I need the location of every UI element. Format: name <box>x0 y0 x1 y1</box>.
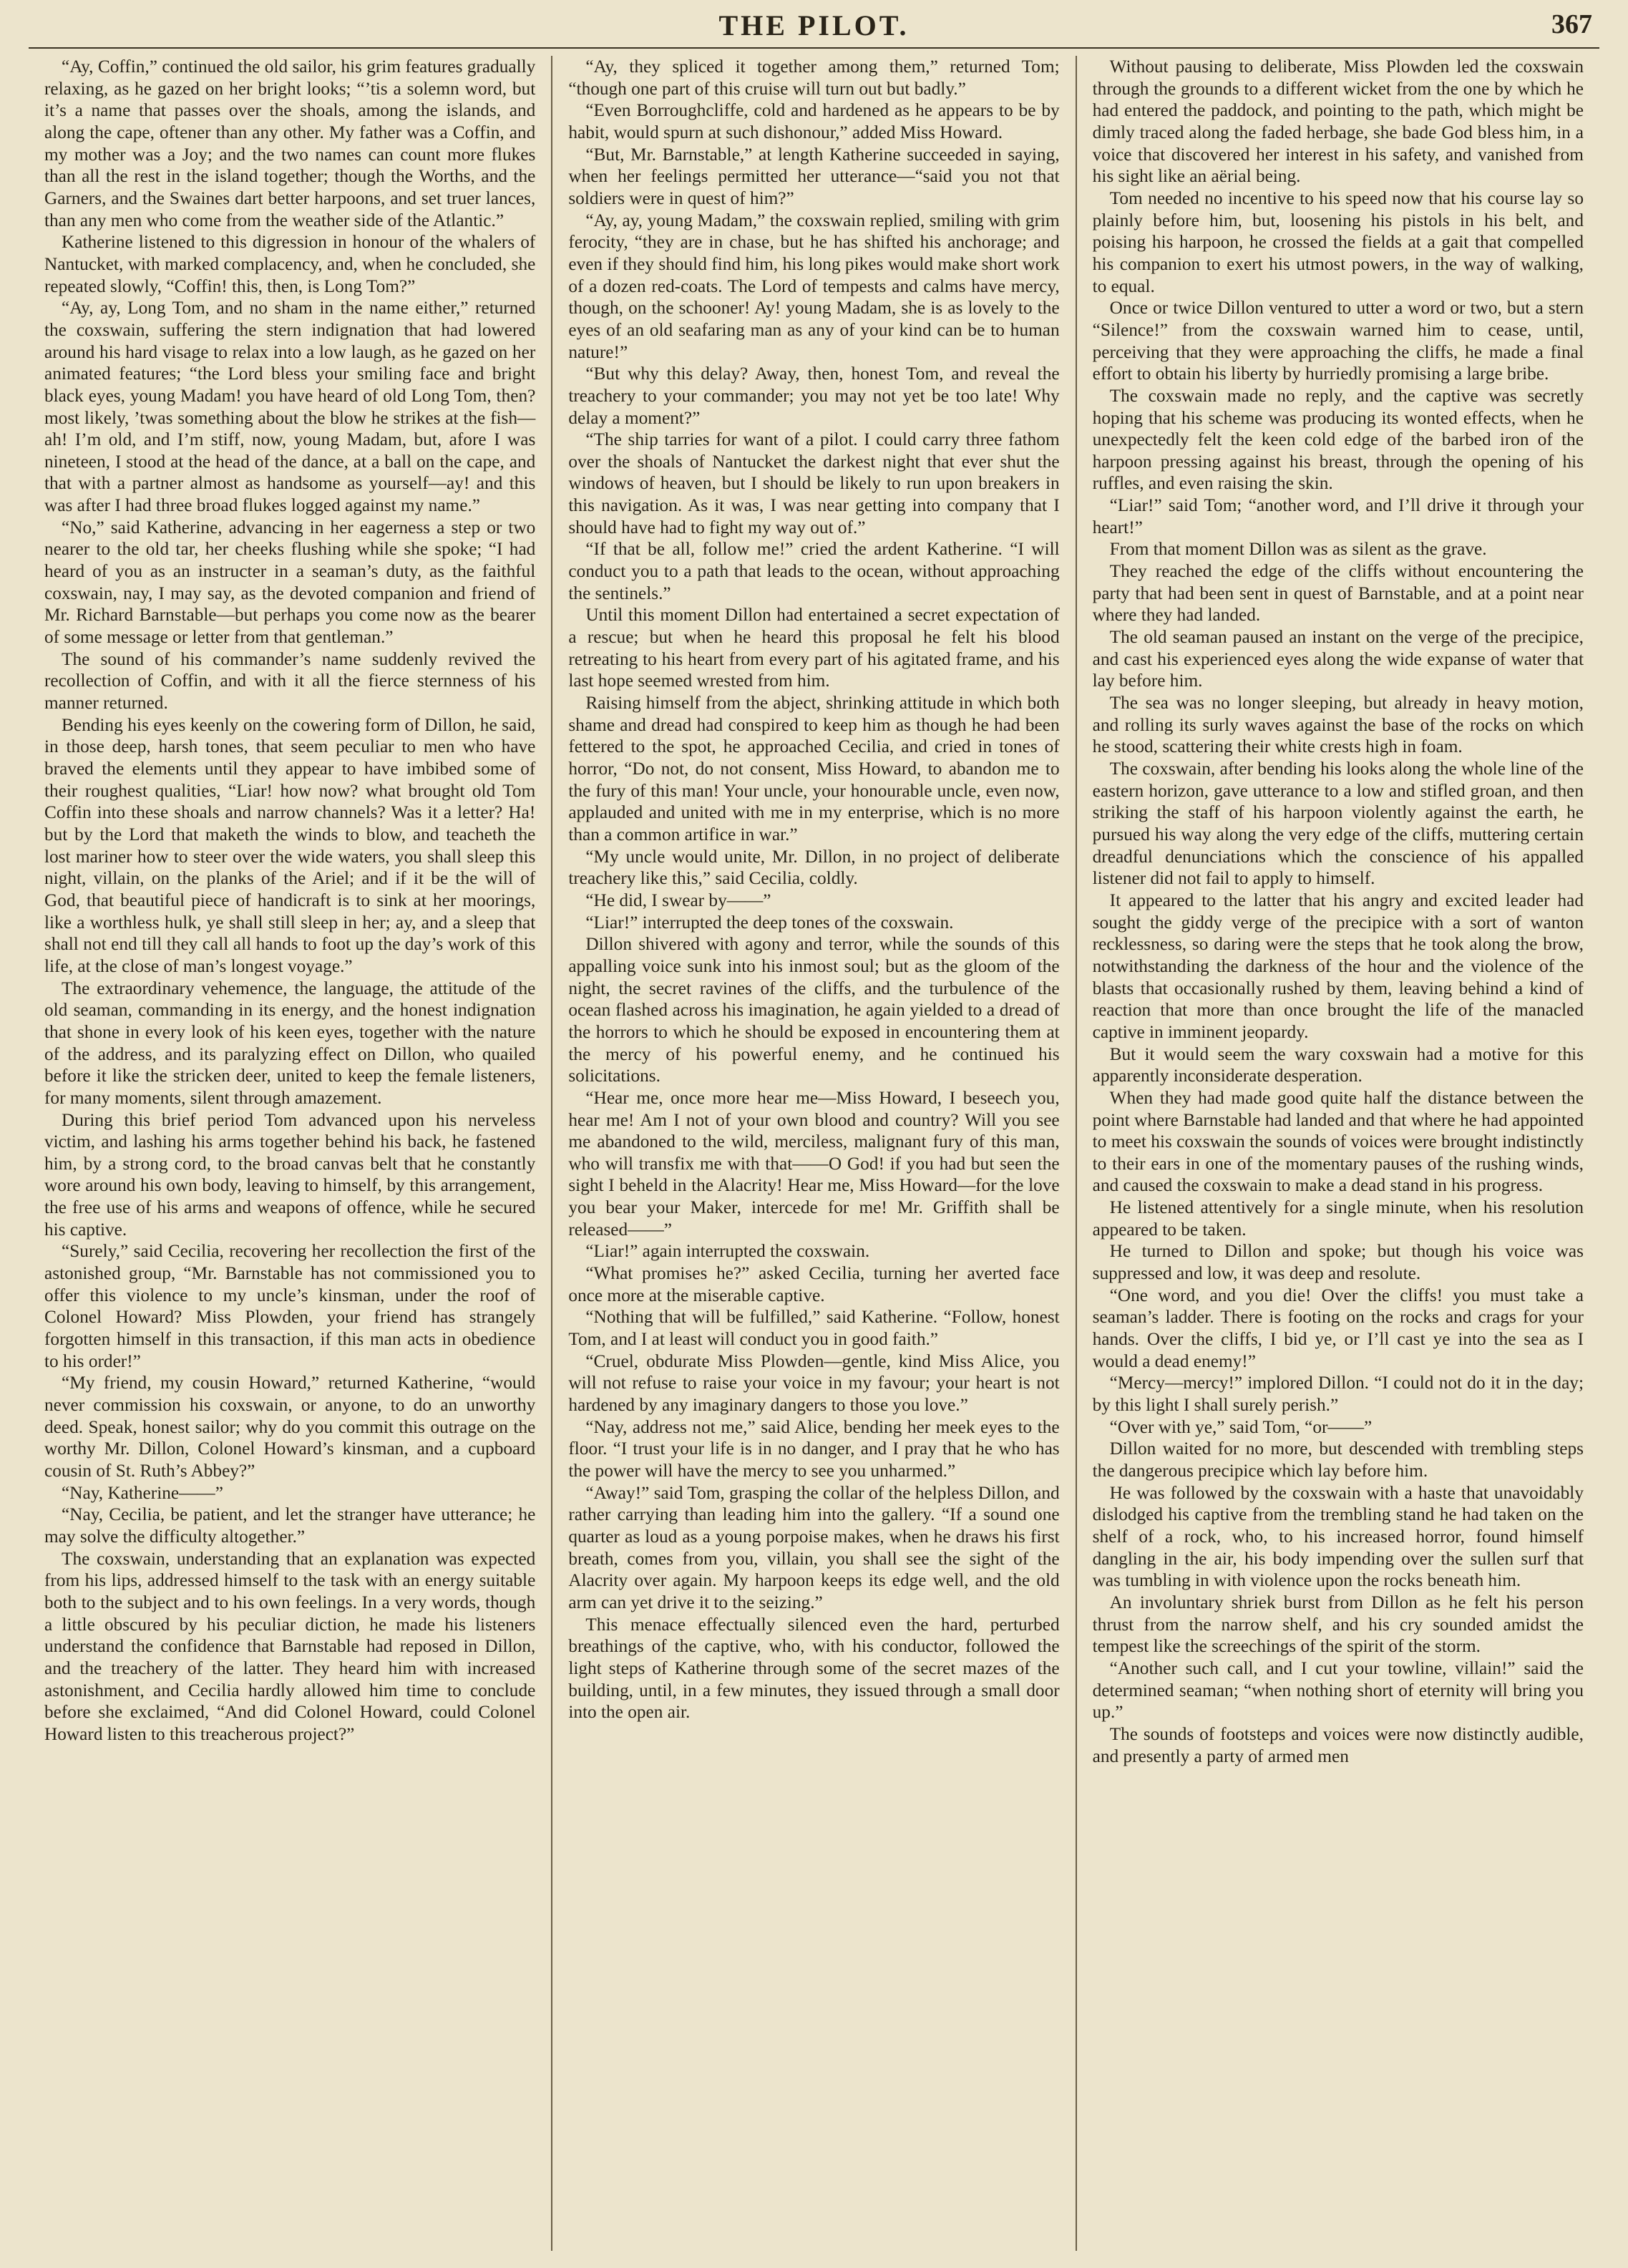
paragraph: The coxswain made no reply, and the captive was secretly hoping that his scheme was producing its wonted effects, when he unexpectedly felt the keen cold edge of the barbed iron of the harpoon pressing against his breast, through the opening of his ruffles, and even raising the skin. <box>1092 385 1584 494</box>
paragraph: “Away!” said Tom, grasping the collar of the helpless Dillon, and rather carrying than leading him into the gallery. “If a sound one quarter as loud as a young porpoise makes, when he draws his first breath, comes from you, villain, you shall see the sight of the Alacrity over again. My harpoon keeps its edge well, and the old arm can yet drive it to the seizing.” <box>568 1482 1060 1612</box>
paragraph: “Hear me, once more hear me—Miss Howard, I beseech you, hear me! Am I not of your own blood and country? Will you see me abandoned to the wild, merciless, malignant fury of this man, who will transfix me with that——O God! if you had but seen the sight I beheld in the Alacrity! Hear me, Miss Howard—for the love you bear your Maker, intercede for me! Mr. Griffith shall be released——” <box>568 1087 1060 1240</box>
paragraph: Tom needed no incentive to his speed now that his course lay so plainly before him, but, loosening his pistols in his belt, and poising his harpoon, he crossed the fields at a gait that compelled his companion to exert his utmost powers, in the way of walking, to equal. <box>1092 188 1584 296</box>
paragraph: “Liar!” again interrupted the coxswain. <box>585 1241 870 1262</box>
paragraph: “He did, I swear by——” <box>585 890 771 910</box>
paragraph: Once or twice Dillon ventured to utter a word or two, but a stern “Silence!” from the coxswain warned him to cease, until, perceiving that they were approaching the cliffs, he made a final effort to obtain his liberty by hurriedly promising a large bribe. <box>1092 298 1584 384</box>
paragraph: “Another such call, and I cut your towline, villain!” said the determined seaman; “when nothing short of eternity will bring you up.” <box>1092 1658 1584 1723</box>
paragraph: The sea was no longer sleeping, but already in heavy motion, and rolling its surly waves against the base of the rocks on which he stood, scattering their white crests high in foam. <box>1092 693 1584 757</box>
paragraph: The extraordinary vehemence, the language, the attitude of the old seaman, commanding in its energy, and the honest indignation that shone in every look of his keen eyes, together with the nature of the address, and its paralyzing effect on Dillon, who quailed before it like the stricken deer, united to keep the female listeners, for many moments, silent through amazement. <box>44 978 536 1108</box>
paragraph: “Liar!” said Tom; “another word, and I’ll drive it through your heart!” <box>1092 495 1584 537</box>
page-header <box>29 6 1599 49</box>
paragraph: “Nay, Katherine——” <box>62 1482 223 1503</box>
paragraph: Bending his eyes keenly on the cowering form of Dillon, he said, in those deep, harsh tones, that seem peculiar to men who have braved the elements until they appear to have imbibed some of their roughest qualities, “Liar! how now? what brought old Tom Coffin into these shoals and narrow channels? Was it a letter? Ha! but by the Lord that maketh the winds to blow, and teacheth the lost mariner how to steer over the wide waters, you shall sleep this night, villain, on the planks of the Ariel; and if it be the will of God, that beautiful piece of handicraft is to sink at her moorings, like a worthless hulk, ye shall still sleep in her; ay, and a sleep that shall not end till they call all hands to foot up the day’s work of this life, at the close of man’s longest voyage.” <box>44 714 536 976</box>
paragraph: During this brief period Tom advanced upon his nerveless victim, and lashing his arms together behind his back, he fastened him, by a strong cord, to the broad canvas belt that he constantly wore around his own body, leaving to himself, by this arrangement, the free use of his arms and weapons of offence, while he secured his captive. <box>44 1109 536 1240</box>
paragraph: From that moment Dillon was as silent as the grave. <box>1109 539 1487 560</box>
paragraph: An involuntary shriek burst from Dillon as he felt his person thrust from the narrow shelf, and his cry sounded amidst the tempest like the screechings of the spirit of the storm. <box>1092 1592 1584 1657</box>
paragraph: “The ship tarries for want of a pilot. I could carry three fathom over the shoals of Nantucket the darkest night that ever shut the windows of heaven, but I should be likely to run upon breakers in this navigation. As it was, I was near getting into company that I should have had to fight my way out of.” <box>568 429 1060 537</box>
column-3 <box>1076 56 1599 2251</box>
paragraph: This menace effectually silenced even the hard, perturbed breathings of the captive, who, with his conductor, followed the light steps of Katherine through some of the secret mazes of the building, until, in a few minutes, they issued through a small door into the open air. <box>568 1614 1060 1723</box>
paragraph: Dillon waited for no more, but descended with trembling steps the dangerous precipice which lay before him. <box>1092 1439 1584 1481</box>
paragraph: “My uncle would unite, Mr. Dillon, in no project of deliberate treachery like this,” said Cecilia, coldly. <box>568 846 1060 889</box>
paragraph: “Ay, ay, Long Tom, and no sham in the name either,” returned the coxswain, suffering the stern indignation that had lowered around his hard visage to relax into a low laugh, as he gazed on her animated features; “the Lord bless your smiling face and bright black eyes, young Madam! you have heard of old Long Tom, then? most likely, ’twas something about the blow he strikes at the fish—ah! I’m old, and I’m stiff, now, young Madam, but, afore I was nineteen, I stood at the head of the dance, at a ball on the cape, and that with a partner almost as handsome as yourself—ay! and this was after I had three broad flukes logged against my name.” <box>44 298 536 516</box>
paragraph: “Even Borroughcliffe, cold and hardened as he appears to be by habit, would spurn at such dishonour,” added Miss Howard. <box>568 100 1060 142</box>
text-columns <box>29 56 1599 2251</box>
paragraph: Without pausing to deliberate, Miss Plowden led the coxswain through the grounds to a different wicket from the one by which he had entered the paddock, and pointing to the path, which might be dimly traced along the faded herbage, she bade God bless him, in a voice that discovered her interest in his safety, and vanished from his sight like an aërial being. <box>1092 57 1584 187</box>
paragraph: “Over with ye,” said Tom, “or——” <box>1109 1416 1373 1437</box>
paragraph: Until this moment Dillon had entertained a secret expectation of a rescue; but when he heard this proposal he felt his blood retreating to his heart from every part of his agitated frame, and his last hope seemed wrested from him. <box>568 605 1060 691</box>
paragraph: They reached the edge of the cliffs without encountering the party that had been sent in quest of Barnstable, and at a point near where they had landed. <box>1092 561 1584 626</box>
paragraph: “One word, and you die! Over the cliffs! you must take a seaman’s ladder. There is footing on the rocks and crags for your hands. Over the cliffs, I bid ye, or I’ll cast ye into the sea as I would a dead enemy!” <box>1092 1285 1584 1371</box>
column-2 <box>551 56 1075 2251</box>
paragraph: Dillon shivered with agony and terror, while the sounds of this appalling voice sunk into his inmost soul; but as the gloom of the night, the secret ravines of the cliffs, and the turbulence of the ocean flashed across his imagination, he again yielded to a dread of the horrors to which he should be exposed in encountering them at the mercy of his powerful enemy, and he continued his solicitations. <box>568 934 1060 1086</box>
paragraph: “Nay, Cecilia, be patient, and let the stranger have utterance; he may solve the difficulty altogether.” <box>44 1504 536 1547</box>
paragraph: “Nay, address not me,” said Alice, bending her meek eyes to the floor. “I trust your life is in no danger, and I pray that he who has the power will have the mercy to see you unharmed.” <box>568 1416 1060 1481</box>
paragraph: The old seaman paused an instant on the verge of the precipice, and cast his experienced eyes along the wide expanse of water that lay before him. <box>1092 627 1584 691</box>
paragraph: The sound of his commander’s name suddenly revived the recollection of Coffin, and with it all the fierce sternness of his manner returned. <box>44 648 536 714</box>
paragraph: “Nothing that will be fulfilled,” said Katherine. “Follow, honest Tom, and I at least will conduct you in good faith.” <box>568 1307 1060 1350</box>
paragraph: “If that be all, follow me!” cried the ardent Katherine. “I will conduct you to a path that leads to the ocean, without approaching the sentinels.” <box>568 539 1060 603</box>
paragraph: “But, Mr. Barnstable,” at length Katherine succeeded in saying, when her feelings permitted her utterance—“said you not that soldiers were in quest of him?” <box>568 144 1060 208</box>
paragraph: “Ay, Coffin,” continued the old sailor, his grim features gradually relaxing, as he gazed on her bright looks; “’tis a solemn word, but it’s a name that passes over the shoals, among the islands, and along the cape, oftener than any other. My father was a Coffin, and my mother was a Joy; and the two names can count more flukes than all the rest in the island together; though the Worths, and the Garners, and the Swaines dart better harpoons, and set truer lances, than any men who come from the weather side of the Atlantic.” <box>44 57 536 230</box>
column-1 <box>29 56 551 2251</box>
paragraph: “But why this delay? Away, then, honest Tom, and reveal the treachery to your commander; you may not yet be too late! Why delay a moment?” <box>568 364 1060 428</box>
running-title: THE PILOT. <box>718 9 910 42</box>
paragraph: He turned to Dillon and spoke; but though his voice was suppressed and low, it was deep and resolute. <box>1092 1241 1584 1284</box>
paragraph: The sounds of footsteps and voices were now distinctly audible, and presently a party of armed men <box>1092 1723 1584 1766</box>
paragraph: Raising himself from the abject, shrinking attitude in which both shame and dread had conspired to keep him as though he had been fettered to the spot, he approached Cecilia, and cried in tones of horror, “Do not, do not consent, Miss Howard, to abandon me to the fury of this man! Your uncle, your honourable uncle, even now, applauded and united with me in my enterprise, which is no more than a common artifice in war.” <box>568 693 1060 845</box>
paragraph: The coxswain, after bending his looks along the whole line of the eastern horizon, gave utterance to a low and stifled groan, and then striking the staff of his harpoon violently against the earth, he pursued his way along the very edge of the cliffs, muttering certain dreadful denunciations which the conscience of his appalled listener did not fail to apply to himself. <box>1092 759 1584 889</box>
paragraph: “My friend, my cousin Howard,” returned Katherine, “would never commission his coxswain, or anyone, to do an unworthy deed. Speak, honest sailor; why do you commit this outrage on the worthy Mr. Dillon, Colonel Howard’s kinsman, and a cupboard cousin of St. Ruth’s Abbey?” <box>44 1373 536 1481</box>
paragraph: “Cruel, obdurate Miss Plowden—gentle, kind Miss Alice, you will not refuse to raise your voice in my favour; your heart is not hardened by any imaginary dangers to those you love.” <box>568 1350 1060 1416</box>
page-number: 367 <box>1551 9 1592 39</box>
paragraph: He listened attentively for a single minute, when his resolution appeared to be taken. <box>1092 1197 1584 1240</box>
paragraph: “What promises he?” asked Cecilia, turning her averted face once more at the miserable captive. <box>568 1263 1060 1305</box>
paragraph: “No,” said Katherine, advancing in her eagerness a step or two nearer to the old tar, her cheeks flushing while she spoke; “I had heard of you as an instructer in a seaman’s duty, as the faithful coxswain, nay, I may say, as the devoted companion and friend of Mr. Richard Barnstable—but perhaps you come now as the bearer of some message or letter from that gentleman.” <box>44 517 536 648</box>
paragraph: “Ay, ay, young Madam,” the coxswain replied, smiling with grim ferocity, “they are in chase, but he has shifted his anchorage; and even if they should find him, his long pikes would make short work of a dozen red-coats. The Lord of tempests and calms have mercy, though, on the schooner! Ay! young Madam, she is as lovely to the eyes of an old seafaring man as any of your kind can be to human nature!” <box>568 210 1060 362</box>
paragraph: He was followed by the coxswain with a haste that unavoidably dislodged his captive from the trembling stand he had taken on the shelf of a rock, who, to his increased horror, found himself dangling in the air, his body impending over the sullen surf that was tumbling in with violence upon the rocks beneath him. <box>1092 1482 1584 1591</box>
paragraph: Katherine listened to this digression in honour of the whalers of Nantucket, with marked complacency, and, when he concluded, she repeated slowly, “Coffin! this, then, is Long Tom?” <box>44 232 536 296</box>
paragraph: When they had made good quite half the distance between the point where Barnstable had landed and that where he had appointed to meet his coxswain the sounds of voices were brought indistinctly to their ears in one of the momentary pauses of the rushing winds, and caused the coxswain to make a dead stand in his progress. <box>1092 1087 1584 1196</box>
paragraph: “Mercy—mercy!” implored Dillon. “I could not do it in the day; by this light I shall surely perish.” <box>1092 1373 1584 1416</box>
paragraph: “Ay, they spliced it together among them,” returned Tom; “though one part of this cruise will turn out but badly.” <box>568 57 1060 99</box>
paragraph: The coxswain, understanding that an explanation was expected from his lips, addressed himself to the task with an energy suitable both to the subject and to his own feelings. In a very words, though a little obscured by his peculiar diction, he made his listeners understand the confidence that Barnstable had reposed in Dillon, and the treachery of the latter. They heard him with increased astonishment, and Cecilia hardly allowed him time to conclude before she exclaimed, “And did Colonel Howard, could Colonel Howard listen to this treacherous project?” <box>44 1548 536 1744</box>
paragraph: But it would seem the wary coxswain had a motive for this apparently inconsiderate desperation. <box>1092 1043 1584 1086</box>
paragraph: “Liar!” interrupted the deep tones of the coxswain. <box>585 912 954 933</box>
paragraph: It appeared to the latter that his angry and excited leader had sought the giddy verge of the precipice with a sort of wanton recklessness, so daring were the steps that he took along the brow, notwithstanding the darkness of the hour and the violence of the blasts that occasionally rushed by them, leaving behind a kind of reaction that more than once brought the life of the manacled captive in imminent jeopardy. <box>1092 890 1584 1042</box>
paragraph: “Surely,” said Cecilia, recovering her recollection the first of the astonished group, “Mr. Barnstable has not commissioned you to offer this violence to my uncle’s kinsman, under the roof of Colonel Howard? Miss Plowden, your friend has strangely forgotten himself in this transaction, if this man acts in obedience to his order!” <box>44 1241 536 1371</box>
